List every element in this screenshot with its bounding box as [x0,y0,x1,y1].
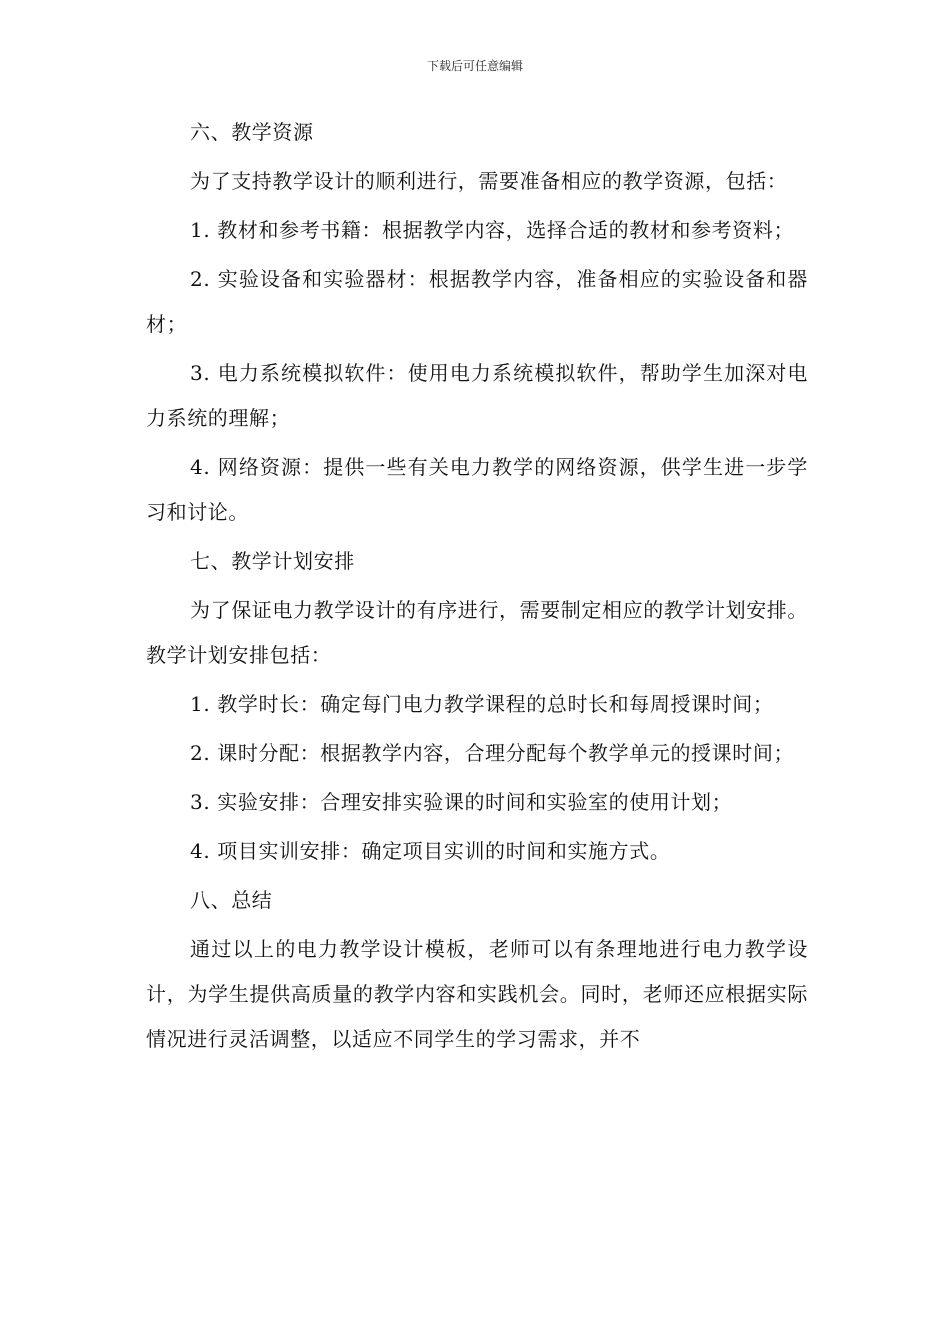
list-item-lab-equipment: 2. 实验设备和实验器材：根据教学内容，准备相应的实验设备和器材； [146,267,808,336]
section-heading-summary: 八、总结 [190,888,273,912]
list-item-simulation-software: 3. 电力系统模拟软件：使用电力系统模拟软件，帮助学生加深对电力系统的理解； [146,361,808,430]
paragraph-resources-intro: 为了支持教学设计的顺利进行，需要准备相应的教学资源，包括： [190,169,788,193]
paragraph-summary: 通过以上的电力教学设计模板，老师可以有条理地进行电力教学设计，为学生提供高质量的教学内容和实践机会。同时，老师还应根据实际情况进行灵活调整，以适应不同学生的学习需求，并不 [146,937,808,1051]
list-item-network-resources: 4. 网络资源：提供一些有关电力教学的网络资源，供学生进一步学习和讨论。 [146,455,808,524]
paragraph-plan-intro: 为了保证电力教学设计的有序进行，需要制定相应的教学计划安排。教学计划安排包括： [146,598,808,667]
page-header-note: 下载后可任意编辑 [426,59,523,73]
list-item-teaching-duration: 1. 教学时长：确定每门电力教学课程的总时长和每周授课时间； [190,692,774,716]
list-item-lab-schedule: 3. 实验安排：合理安排实验课的时间和实验室的使用计划； [190,790,733,814]
list-item-class-hours: 2. 课时分配：根据教学内容，合理分配每个教学单元的授课时间； [190,741,795,765]
document-body [146,110,808,1066]
section-heading-teaching-plan: 七、教学计划安排 [190,549,355,573]
list-item-textbooks: 1. 教材和参考书籍：根据教学内容，选择合适的教材和参考资料； [190,218,795,242]
list-item-project-training: 4. 项目实训安排：确定项目实训的时间和实施方式。 [190,839,671,863]
section-heading-teaching-resources: 六、教学资源 [190,120,314,144]
